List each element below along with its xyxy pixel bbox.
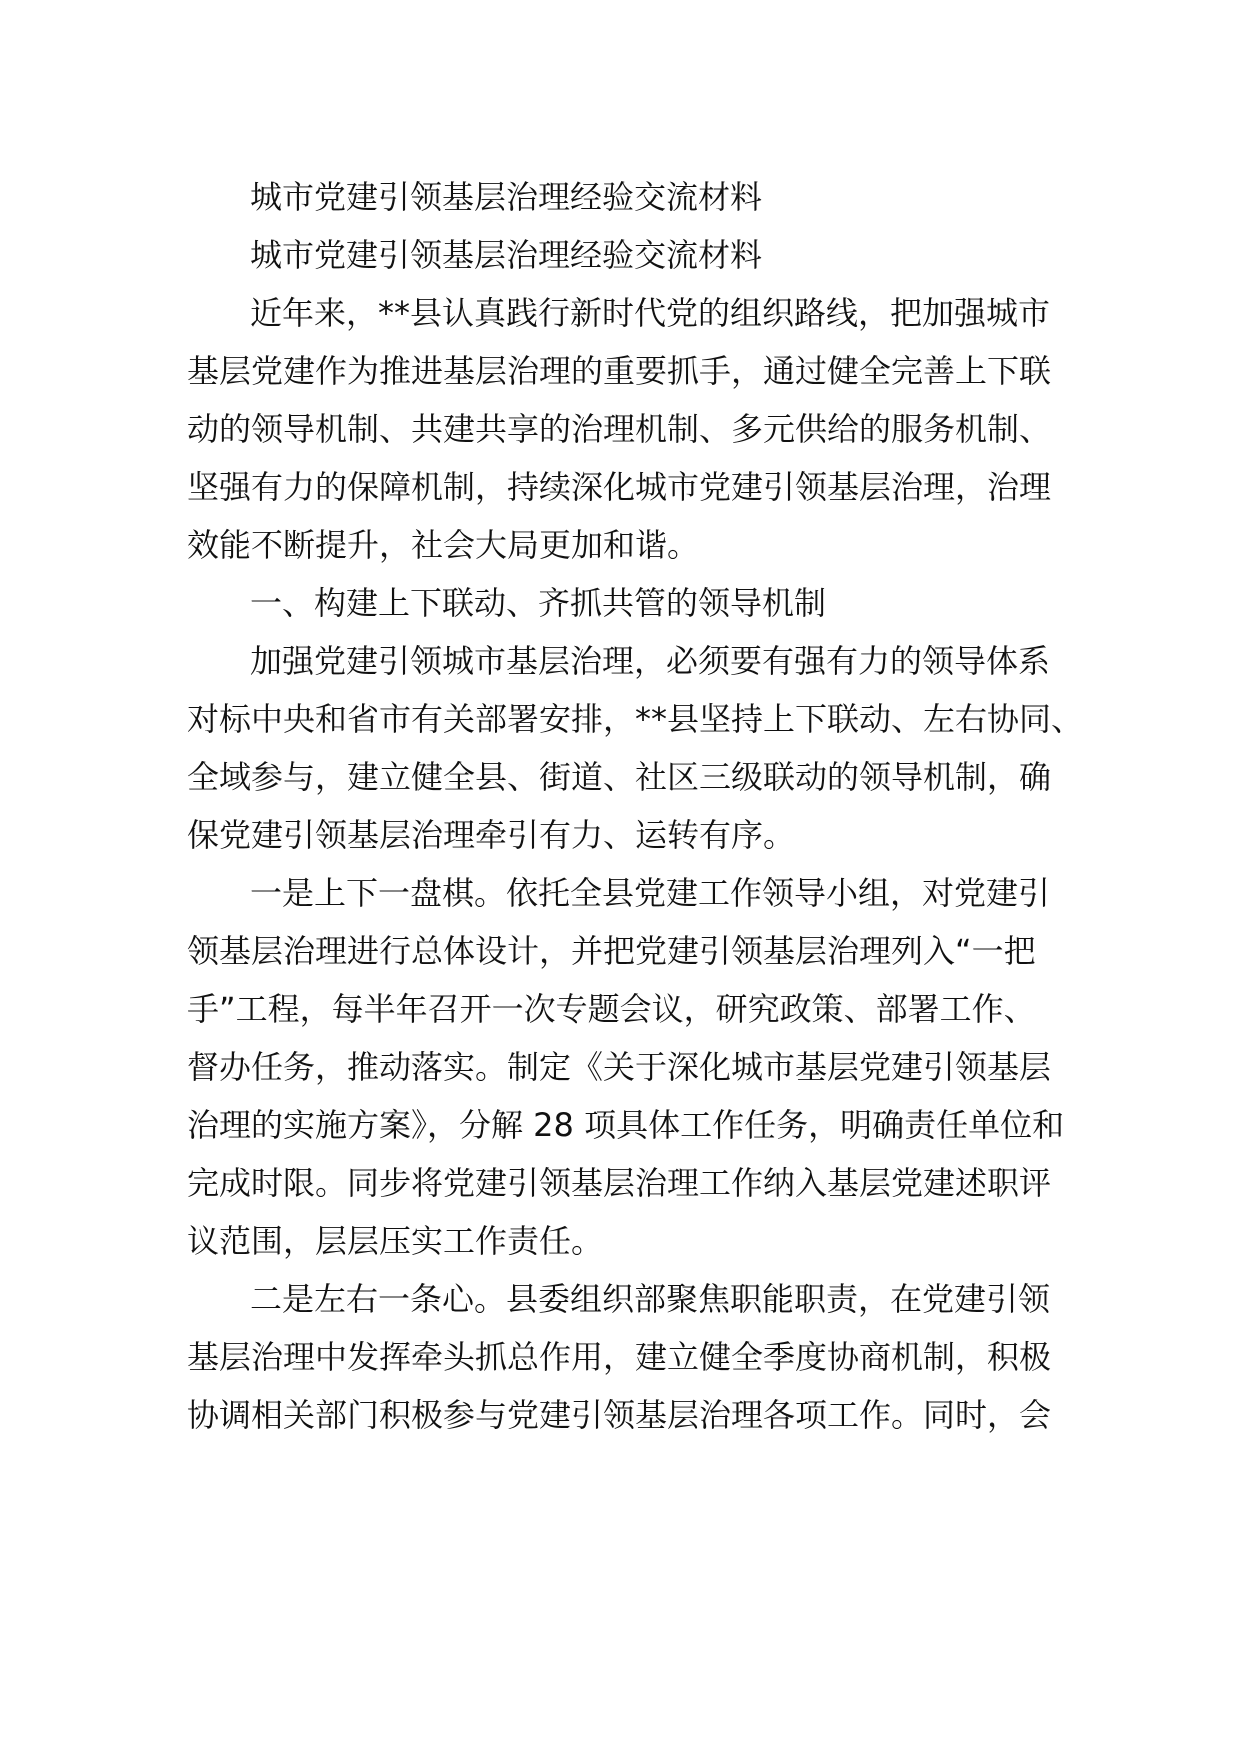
paragraph-line: 近年来，**县认真践行新时代党的组织路线，把加强城市 bbox=[250, 294, 1051, 332]
paragraph-line: 保党建引领基层治理牵引有力、运转有序。 bbox=[187, 816, 796, 854]
paragraph-line: 督办任务，推动落实。制定《关于深化城市基层党建引领基层 bbox=[187, 1048, 1052, 1086]
paragraph-line: 协调相关部门积极参与党建引领基层治理各项工作。同时，会 bbox=[187, 1396, 1052, 1434]
paragraph-line: 全域参与，建立健全县、街道、社区三级联动的领导机制，确 bbox=[187, 758, 1052, 796]
paragraph-line: 对标中央和省市有关部署安排，**县坚持上下联动、左右协同、 bbox=[187, 700, 1084, 738]
paragraph-line: 治理的实施方案》，分解 28 项具体工作任务，明确责任单位和 bbox=[187, 1106, 1065, 1144]
paragraph-line: 二是左右一条心。县委组织部聚焦职能职责，在党建引领 bbox=[250, 1280, 1051, 1318]
paragraph-line: 完成时限。同步将党建引领基层治理工作纳入基层党建述职评 bbox=[187, 1164, 1052, 1202]
document-title-repeat: 城市党建引领基层治理经验交流材料 bbox=[250, 236, 763, 274]
paragraph-line: 动的领导机制、共建共享的治理机制、多元供给的服务机制、 bbox=[187, 410, 1052, 448]
paragraph-line: 坚强有力的保障机制，持续深化城市党建引领基层治理，治理 bbox=[187, 468, 1052, 506]
paragraph-line: 一是上下一盘棋。依托全县党建工作领导小组，对党建引 bbox=[250, 874, 1051, 912]
paragraph-line: 手”工程，每半年召开一次专题会议，研究政策、部署工作、 bbox=[187, 990, 1036, 1028]
paragraph-line: 基层治理中发挥牵头抓总作用，建立健全季度协商机制，积极 bbox=[187, 1338, 1052, 1376]
paragraph-line: 议范围，层层压实工作责任。 bbox=[187, 1222, 604, 1260]
section-heading-line: 一、构建上下联动、齐抓共管的领导机制 bbox=[250, 584, 827, 622]
paragraph-line: 加强党建引领城市基层治理，必须要有强有力的领导体系 bbox=[250, 642, 1051, 680]
paragraph-line: 效能不断提升，社会大局更加和谐。 bbox=[187, 526, 700, 564]
paragraph-line: 领基层治理进行总体设计，并把党建引领基层治理列入“一把 bbox=[187, 932, 1036, 970]
document-title: 城市党建引领基层治理经验交流材料 bbox=[250, 178, 763, 216]
paragraph-line: 基层党建作为推进基层治理的重要抓手，通过健全完善上下联 bbox=[187, 352, 1052, 390]
